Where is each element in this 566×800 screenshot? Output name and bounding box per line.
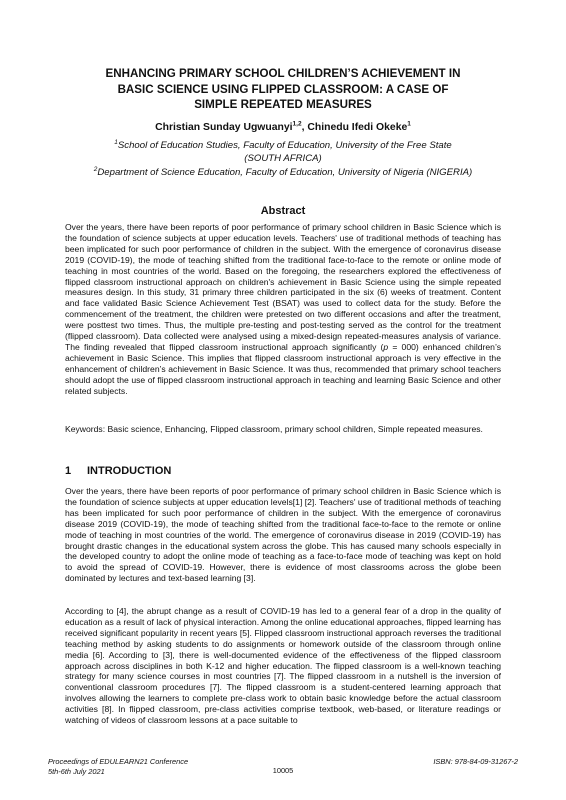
author-list [40, 122, 526, 133]
abstract-text-part: Over the years, there have been reports of poor performance of primary school children in Basic Science which is the foundation of science subjects at upper education levels. Teachers' use of traditional methods of teaching has been implicated for such poor performance of children in the subject. With the emergence of coronavirus disease 2019 (COVID-19), the mode of teaching shifted from the traditional face-to-face to the remote or online mode of teaching in most countries of the world. Based on the foregoing, the researchers explored the effectiveness of flipped classroom instructional approach on children's achievement in Basic Science using the simple repeated measures design. In this study, 31 primary three children participated in the six (6) weeks of treatment. Content and face validated Basic Science Achievement Test (BSAT) was used to collect data for the study. Before the commencement of the treatment, the children were pretested on two different occasions and after the treatment, were posttest two times. Thus, the multiple pre-testing and post-testing served as the control for the treatment (flipped classroom). Data collected were analysed using a mixed-design repeated-measures analysis of variance. The finding revealed that flipped classroom instructional approach significantly ( [65, 222, 501, 352]
abstract-heading: Abstract [260, 205, 306, 217]
section-number: 1 [65, 465, 72, 477]
footer-conference: Proceedings of EDULEARN21 Conference [48, 757, 189, 766]
keywords: Keywords: Basic science, Enhancing, Flipped classroom, primary school children, Simple repeated measures. [65, 424, 483, 434]
author-affiliation-mark: 1 [407, 120, 411, 128]
title-line: SIMPLE REPEATED MEASURES [194, 98, 372, 111]
abstract-text-part: = 000) enhanced children’s achievement in Basic Science. This implies that flipped classroom instructional approach is very effective in the enhancement of children’s achievement in Basic Science. It was thus, recommended that primary school teachers should adopt the use of flipped classroom instructional approach in teaching and learning Basic Science and other related subjects. [65, 341, 501, 396]
body-paragraph: Over the years, there have been reports of poor performance of primary school children in Basic Science which is the foundation of science subjects at upper education levels[1] [2]. Teachers' use of traditional methods of teaching has been implicated for such poor performance of children in the subject. With the emergence of coronavirus disease 2019 (COVID-19), the mode of teaching shifted from the traditional face-to-face to the remote or online mode of teaching in most countries of the world. The emergence of coronavirus disease in 2019 (COVID-19) has brought drastic changes in the educational system across the globe. This has caused many schools especially in the developed country to adopt the online mode of teaching as a face-to-face mode of teaching was kept on hold to avoid the spread of COVID-19. However, there is evidence of most classrooms across the globe been dominated by lectures and text-based learning [3]. [65, 486, 501, 584]
affiliation [40, 167, 526, 180]
title-line: ENHANCING PRIMARY SCHOOL CHILDREN’S ACHIEVEMENT IN [105, 67, 461, 80]
abstract-text [65, 222, 501, 397]
page-number: 10005 [272, 766, 294, 775]
section-title: INTRODUCTION [87, 465, 172, 477]
affiliation-text: Department of Science Education, Faculty of Education, University of Nigeria (NIGERIA) [97, 167, 473, 178]
title-line: BASIC SCIENCE USING FLIPPED CLASSROOM: A CASE OF [117, 82, 449, 96]
author-name: Chinedu Ifedi Okeke [307, 122, 408, 133]
section-heading [65, 465, 171, 477]
affiliation-text: School of Education Studies, Faculty of Education, University of the Free State [117, 140, 452, 151]
author-affiliation-mark: 1,2 [292, 120, 302, 128]
footer-isbn: ISBN: 978-84-09-31267-2 [433, 757, 518, 766]
paper-title [60, 66, 506, 113]
author-separator: , [301, 122, 308, 133]
p-value-symbol: p [383, 341, 389, 352]
affiliation-mark: 2 [93, 165, 98, 173]
footer-date: 5th-6th July 2021 [48, 766, 105, 776]
author-name: Christian Sunday Ugwuanyi [155, 122, 293, 133]
body-paragraph: According to [4], the abrupt change as a result of COVID-19 has led to a general fear of a drop in the quality of education as a result of lack of physical interaction. Among the online educational approaches, flipped learning has received significant popularity in recent years [5]. Flipped classroom instructional approach reverses the traditional teaching method by asking students to do assignments or homework outside of the classroom through online media [6]. According to [3], there is well-documented evidence of the effectiveness of the flipped classroom approach across disciplines in both K-12 and higher education. The flipped classroom is a well-known teaching strategy for many science courses in most countries [7]. The flipped classroom in a nutshell is the inversion of conventional classroom procedures [7]. The flipped classroom is a student-centered learning approach that involves allowing the learners to complete pre-class work to obtain basic knowledge before the actual classroom activities [8]. In flipped classroom, pre-class activities comprise textbook, web-based, or literature readings or watching of videos of classroom lessons at a pace suitable to [65, 606, 501, 726]
affiliation-text: (SOUTH AFRICA) [244, 152, 322, 164]
affiliation [40, 140, 526, 165]
affiliation-mark: 1 [114, 138, 118, 146]
